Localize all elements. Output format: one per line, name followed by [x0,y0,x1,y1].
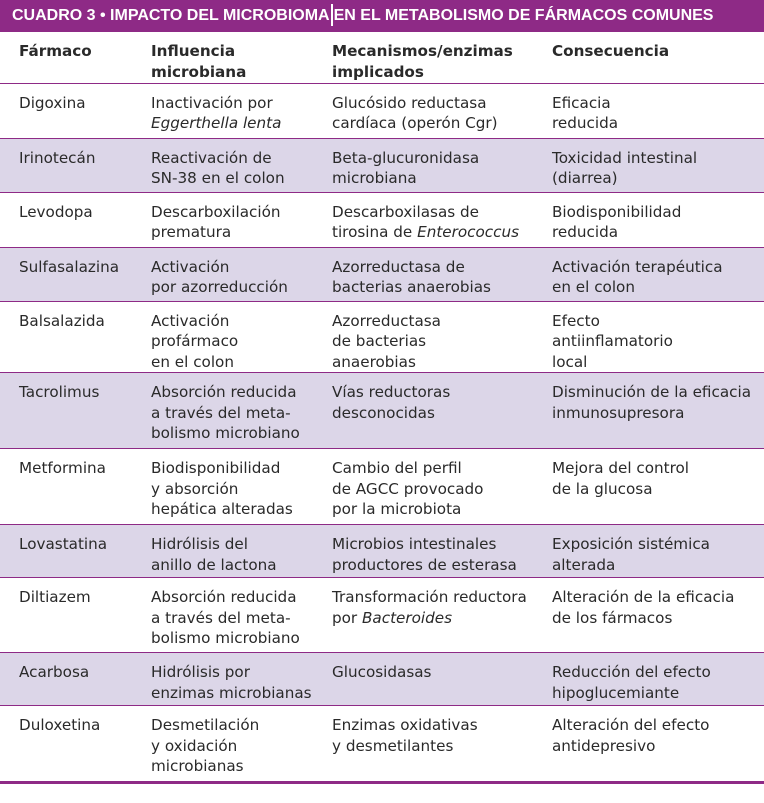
influence-text: Hidrólisis del anillo de lactona [151,535,277,574]
cell-influence [132,247,313,301]
cell-mechanism [313,301,533,373]
drug-name: Acarbosa [19,663,90,681]
mechanism-text: Enzimas oxidativas y desmetilantes [332,716,478,755]
influence-text: Desmetilación y oxidación microbianas [151,716,260,775]
mechanism-text [332,193,533,243]
cell-influence [132,192,313,247]
table-header [0,32,764,83]
drug-name: Tacrolimus [19,383,100,401]
consequence-text: Efecto antiinflamatorio local [552,311,673,371]
table-row [0,578,764,653]
cell-influence [132,578,313,653]
influence-text [151,84,313,134]
table-row [0,83,764,138]
table-row [0,192,764,247]
drug-name: Duloxetina [19,716,101,734]
mechanism-text: Cambio del perfil de AGCC provocado por la microbiota [332,459,484,518]
cell-mechanism [313,247,533,301]
drug-name: Balsalazida [19,311,105,330]
influence-text: Activación profármaco en el colon [151,311,239,371]
consequence-text: Toxicidad intestinal (diarrea) [552,148,698,187]
header-mechanism: Mecanismos/enzimas implicados [332,42,513,81]
table-title-prefix: CUADRO 3 • IMPACTO DEL MICROBIOMA [12,7,330,24]
influence-text: Activación por azorreducción [151,257,288,296]
cell-drug [0,653,132,706]
table-row [0,706,764,783]
cell-drug [0,525,132,578]
consequence-text: Alteración del efecto antidepresivo [552,716,710,755]
cell-drug [0,373,132,449]
cell-influence [132,525,313,578]
consequence-text: Mejora del control de la glucosa [552,459,690,498]
mechanism-text: Microbios intestinales productores de esterasa [332,535,517,574]
influence-text: Hidrólisis por enzimas microbianas [151,663,312,702]
table-title-suffix: EN EL METABOLISMO DE FÁRMACOS COMUNES [333,7,714,24]
table-row [0,247,764,301]
drug-name: Lovastatina [19,535,108,553]
cell-influence [132,301,313,373]
cell-drug [0,192,132,247]
cell-mechanism [313,578,533,653]
table-row [0,301,764,373]
influence-italic: Eggerthella lenta [151,114,282,132]
title-separator [331,4,333,26]
header-row [0,32,764,83]
drug-name: Irinotecán [19,148,96,167]
cell-drug [0,578,132,653]
cell-mechanism [313,449,533,525]
mechanism-italic: Bacteroides [362,608,453,627]
consequence-text: Alteración de la eficacia de los fármacos [552,588,735,627]
cell-influence [132,653,313,706]
influence-text: Reactivación de SN-38 en el colon [151,148,285,187]
mechanism-text: Azorreductasa de bacterias anaerobias [332,257,491,296]
mechanism-plain: Descarboxilasas de tirosina de [332,202,479,241]
cell-influence [132,706,313,783]
table-row [0,138,764,192]
cell-influence [132,83,313,138]
drug-name: Digoxina [19,93,86,112]
mechanism-text: Glucósido reductasa cardíaca (operón Cgr) [332,93,498,132]
table-body [0,83,764,783]
cell-consequence [533,301,764,373]
table-row [0,449,764,525]
cell-mechanism [313,138,533,192]
mechanism-text: Glucosidasas [332,663,432,681]
influence-plain: Inactivación por [151,93,273,112]
table-row [0,373,764,449]
consequence-text: Disminución de la eficacia inmunosupresora [552,383,752,422]
influence-text: Descarboxilación prematura [151,202,281,241]
cell-consequence [533,138,764,192]
table-row [0,525,764,578]
mechanism-text: Beta-glucuronidasa microbiana [332,148,480,187]
cell-consequence [533,192,764,247]
cell-consequence [533,247,764,301]
header-consequence: Consecuencia [552,42,670,60]
cell-consequence [533,83,764,138]
drug-name: Metformina [19,459,106,477]
influence-text: Absorción reducida a través del meta- bolismo microbiano [151,588,300,647]
consequence-text: Exposición sistémica alterada [552,535,710,574]
cell-influence [132,373,313,449]
drug-name: Diltiazem [19,588,91,606]
cell-mechanism [313,653,533,706]
mechanism-text [332,578,533,628]
cell-influence [132,449,313,525]
consequence-text: Biodisponibilidad reducida [552,202,682,241]
table-row [0,653,764,706]
consequence-text: Activación terapéutica en el colon [552,257,723,296]
cell-mechanism [313,373,533,449]
cell-drug [0,449,132,525]
consequence-text: Eficacia reducida [552,93,619,132]
cell-consequence [533,449,764,525]
header-drug: Fármaco [19,42,92,60]
header-influence: Influencia microbiana [151,42,247,81]
mechanism-text: Azorreductasa de bacterias anaerobias [332,311,441,371]
cell-drug [0,247,132,301]
cell-mechanism [313,525,533,578]
mechanism-italic: Enterococcus [417,223,520,241]
mechanism-plain: Transformación reductora por [332,588,527,627]
consequence-text: Reducción del efecto hipoglucemiante [552,663,711,702]
cell-mechanism [313,706,533,783]
drug-name: Levodopa [19,202,93,221]
cell-drug [0,138,132,192]
drug-table [0,32,764,784]
cell-influence [132,138,313,192]
influence-text: Biodisponibilidad y absorción hepática alteradas [151,459,293,518]
cell-mechanism [313,83,533,138]
cell-drug [0,301,132,373]
cell-consequence [533,653,764,706]
cell-mechanism [313,192,533,247]
cell-consequence [533,578,764,653]
cell-consequence [533,706,764,783]
cell-drug [0,706,132,783]
cell-consequence [533,525,764,578]
cell-consequence [533,373,764,449]
influence-text: Absorción reducida a través del meta- bolismo microbiano [151,383,300,442]
drug-name: Sulfasalazina [19,257,120,276]
cell-drug [0,83,132,138]
mechanism-text: Vías reductoras desconocidas [332,383,451,422]
table-title [0,0,764,32]
